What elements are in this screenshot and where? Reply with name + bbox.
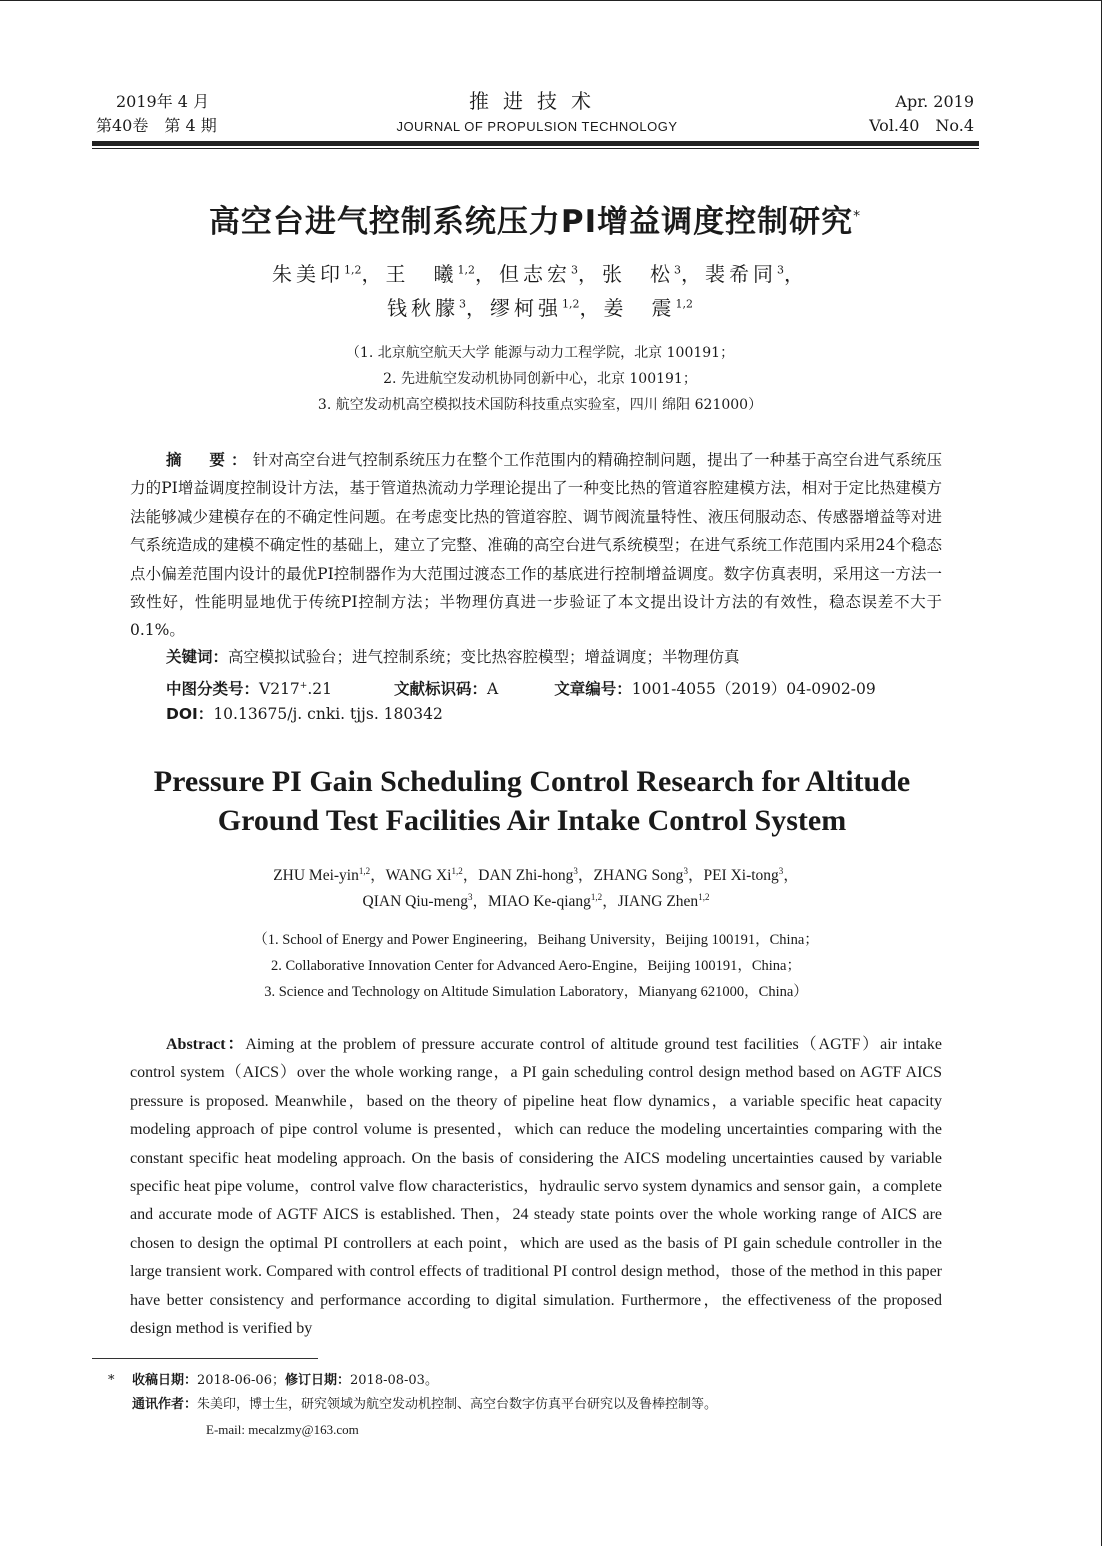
paper-title-en-line2: Ground Test Facilities Air Intake Control System: [217, 804, 847, 837]
author-affiliation-sup: 3: [573, 866, 578, 876]
author-separator: ，: [475, 262, 499, 286]
author: [618, 893, 710, 910]
abstract-en-text: Aiming at the problem of pressure accurate control of altitude ground test facilities（AGTF）air intake control system（AICS）over the whole working range，a PI gain scheduling control design method based on AGTF AICS pressure is proposed. Meanwhile，based on the theory of pipeline heat flow dynamics，a variable specific heat capacity modeling approach of pipe control volume is presented，which can reduce the modeling uncertainties comparing with the constant specific heat modeling approach. On the basis of considering the AICS modeling uncertainties caused by variable specific heat pipe volume，control valve flow characteristics，hydraulic servo system dynamics and sensor gain，a complete and accurate mode of AGTF AICS is established. Then，24 steady state points over the whole working range of AICS are chosen to design the optimal PI controllers at each point，which are used as the basis of PI gain schedule controller in the large transient work. Compared with control effects of traditional PI control design method，those of the method in this paper have better consistency and performance according to digital simulation. Furthermore，the effectiveness of the proposed design method is verified by: [130, 1036, 943, 1338]
journal-name-en: JOURNAL OF PROPULSION TECHNOLOGY: [396, 119, 678, 134]
abstract-cn-label: 摘 要：: [166, 451, 253, 469]
article-no-value: 1001-4055（2019）04-0902-09: [631, 680, 876, 699]
author-affiliation-sup: 1,2: [457, 263, 475, 277]
affiliation-en-1: （1. School of Energy and Power Engineering，Beihang University，Beijing 100191，China；: [253, 932, 819, 948]
author: [499, 262, 602, 286]
author-affiliation-sup: 3: [459, 297, 466, 311]
author: [272, 262, 386, 286]
keywords-cn-value: 高空模拟试验台；进气控制系统；变比热容腔模型；增益调度；半物理仿真: [228, 648, 740, 666]
affiliation-cn-1: （1. 北京航空航天大学 能源与动力工程学院，北京 100191；: [345, 345, 735, 361]
paper-title-en-line1: Pressure PI Gain Scheduling Control Research for Altitude: [153, 765, 911, 798]
author-separator: ，: [370, 867, 386, 885]
journal-name: [392, 88, 682, 137]
author-separator: ，: [681, 262, 705, 286]
title-footnote-mark: *: [853, 208, 862, 225]
author-name: ZHANG Song: [593, 867, 684, 885]
author: [593, 867, 703, 884]
revised-value: 2018-08-03。: [350, 1373, 438, 1388]
author-name: 姜 震: [603, 296, 676, 320]
doccode-label: 文献标识码：: [394, 680, 488, 699]
affiliation-cn-3: 3. 航空发动机高空模拟技术国防科技重点实验室，四川 绵阳 621000）: [317, 397, 763, 413]
clc-value: V217: [259, 680, 300, 699]
author: [488, 893, 618, 910]
header-volume-en: Vol.40 No.4: [869, 116, 974, 135]
author-affiliation-sup: 3: [468, 892, 473, 902]
abstract-en-label: Abstract：: [166, 1036, 246, 1053]
author-name: 王 曦: [385, 262, 458, 286]
author: [703, 867, 798, 884]
author-affiliation-sup: 1,2: [698, 892, 710, 902]
author-separator: ，: [472, 893, 489, 911]
clc-label: 中图分类号：: [166, 680, 260, 699]
author-name: 裴希同: [705, 262, 777, 286]
keywords-cn: [166, 643, 740, 671]
received-label: 收稿日期：: [132, 1373, 198, 1388]
affiliation-cn-2: 2. 先进航空发动机协同创新中心，北京 100191；: [383, 371, 697, 387]
doi-label: DOI：: [166, 705, 214, 723]
author-name: 钱秋朦: [387, 296, 459, 320]
affiliation-en-3: 3. Science and Technology on Altitude Simulation Laboratory，Mianyang 621000，China）: [264, 984, 808, 1000]
author-list-cn-row2: [0, 292, 1080, 321]
author-affiliation-sup: 3: [777, 263, 784, 277]
author: [490, 296, 604, 320]
author-affiliation-sup: 3: [571, 263, 578, 277]
author-name: MIAO Ke-qiang: [488, 893, 591, 911]
abstract-cn-text: 针对高空台进气控制系统压力在整个工作范围内的精确控制问题，提出了一种基于高空台进气系统压力的PI增益调度控制设计方法，基于管道热流动力学理论提出了一种变比热的管道容腔建模方法，相对于定比热建模方法能够减少建模存在的不确定性问题。在考虑变比热的管道容腔、调节阀流量特性、液压伺服动态、传感器增益等对进气系统造成的建模不确定性的基础上，建立了完整、准确的高空台进气系统模型；在进气系统工作范围内采用24个稳态点小偏差范围内设计的最优PI控制器作为大范围过渡态工作的基底进行控制增益调度。数字仿真表明，采用这一方法一致性好，性能明显地优于传统PI控制方法；半物理仿真进一步验证了本文提出设计方法的有效性，稳态误差不大于0.1%。: [130, 451, 942, 640]
author: [386, 867, 479, 884]
author-affiliation-sup: 3: [683, 866, 688, 876]
author-affiliation-sup: 1,2: [344, 263, 362, 277]
received-value: 2018-06-06；: [197, 1373, 285, 1388]
header-date-en: Apr. 2019: [895, 92, 974, 111]
doi-line: [166, 700, 443, 728]
article-no-label: 文章编号：: [554, 680, 632, 699]
doccode-value: A: [487, 680, 499, 699]
author-name: DAN Zhi-hong: [478, 867, 574, 885]
author: [387, 296, 490, 320]
author: [705, 262, 808, 286]
author-separator: ，: [577, 867, 594, 885]
author-affiliation-sup: 1,2: [451, 866, 463, 876]
author-list-cn-row1: [0, 258, 1080, 287]
author: [386, 262, 500, 286]
footnote-rule: [92, 1358, 318, 1359]
author: [478, 867, 593, 884]
abstract-cn: [130, 446, 942, 645]
paper-title-cn-text: 高空台进气控制系统压力PI增益调度控制研究: [208, 204, 854, 240]
author-name: ZHU Mei-yin: [273, 867, 359, 885]
header-volume-cn: 第40卷 第 4 期: [96, 116, 217, 135]
author-name: WANG Xi: [385, 867, 452, 885]
author-affiliation-sup: 1,2: [590, 892, 603, 902]
author-affiliation-sup: 1,2: [358, 866, 371, 876]
author-separator: ，: [466, 296, 490, 320]
author: [273, 867, 385, 884]
header-date-cn: 2019年 4 月: [116, 92, 210, 111]
page-border-top: [0, 0, 1102, 1]
corresponding-author-value: 朱美印，博士生，研究领域为航空发动机控制、高空台数字仿真平台研究以及鲁棒控制等。: [197, 1397, 718, 1412]
header-rule-thick: [92, 141, 979, 146]
author-name: 朱美印: [272, 262, 344, 286]
keywords-cn-label: 关键词：: [166, 648, 229, 666]
author: [604, 296, 694, 320]
affiliation-en-2: 2. Collaborative Innovation Center for Advanced Aero-Engine，Beijing 100191，China；: [271, 958, 801, 974]
doi-value: 10.13675/j. cnki. tjjs. 180342: [213, 705, 443, 723]
footnote-dates: [108, 1369, 438, 1393]
clc-suffix: .21: [307, 680, 332, 699]
author-list-en-row2: [0, 884, 1072, 915]
abstract-en: [130, 1031, 942, 1343]
author-separator: ，: [687, 867, 704, 885]
author: [363, 893, 488, 910]
author-separator: ，: [602, 893, 618, 911]
author-affiliation-sup: 1,2: [675, 297, 693, 311]
paper-title-cn: [0, 196, 1070, 241]
author-name: 张 松: [602, 262, 674, 286]
footnote-star: *: [108, 1373, 115, 1388]
author-separator: ，: [784, 262, 808, 286]
author-affiliation-sup: 1,2: [562, 297, 580, 311]
author: [602, 262, 705, 286]
author-separator: ，: [462, 867, 479, 885]
author-affiliation-sup: 3: [778, 866, 784, 876]
author-name: 但志宏: [499, 262, 571, 286]
footnote-email: E-mail: mecalzmy@163.com: [206, 1422, 359, 1437]
clc-sup: +: [299, 681, 308, 691]
header-issue-en: [869, 90, 974, 138]
author-affiliation-sup: 3: [674, 263, 681, 277]
footnote-author: [132, 1393, 717, 1417]
corresponding-author-label: 通讯作者：: [132, 1397, 198, 1412]
author-separator: ，: [579, 296, 604, 320]
author-name: 缪柯强: [490, 296, 562, 320]
author-separator: ，: [361, 262, 386, 286]
author-name: PEI Xi-tong: [703, 867, 779, 885]
revised-label: 修订日期：: [284, 1373, 350, 1388]
header-issue-cn: [96, 90, 217, 138]
author-separator: ，: [783, 867, 799, 885]
author-name: JIANG Zhen: [617, 893, 699, 911]
classification-line: [166, 672, 876, 703]
author-separator: ，: [578, 262, 602, 286]
journal-name-cn: 推进技术: [469, 89, 605, 113]
header-rule-thin: [92, 148, 979, 149]
author-name: QIAN Qiu-meng: [362, 893, 469, 911]
